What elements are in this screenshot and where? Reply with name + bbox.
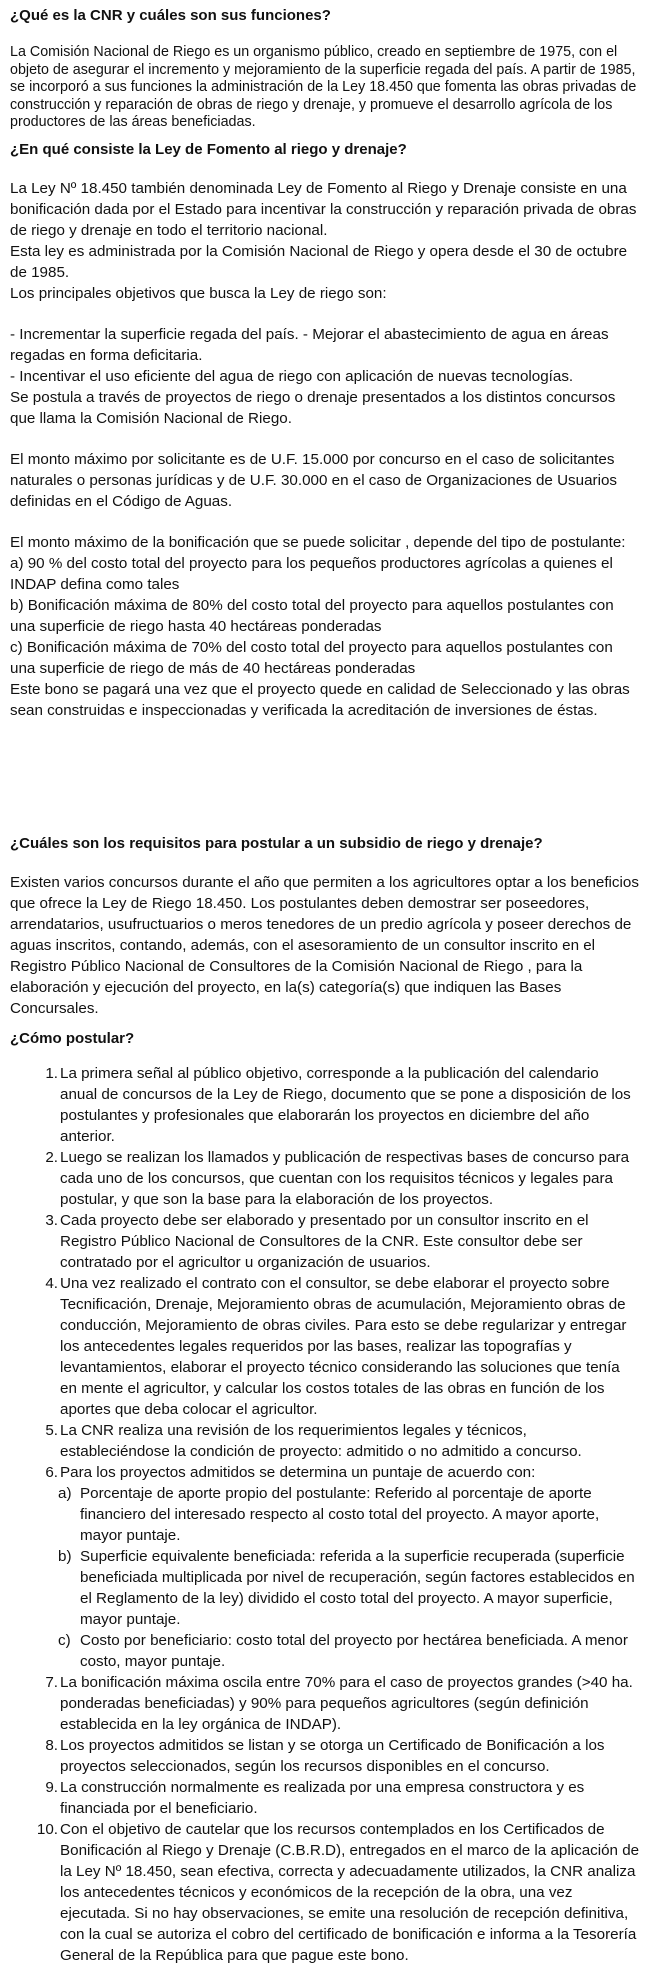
paragraph-ley-administration: Esta ley es administrada por la Comisión Nacional de Riego y opera desde el 30 de octubre de 1985. [10,242,628,281]
list-item [45,1420,640,1462]
list-number: 3. [45,1211,58,1229]
sub-list-text: Costo por beneficiario: costo total del proyecto por hectárea beneficiada. A menor costo, mayor puntaje. [80,1631,628,1670]
list-item-text: Cada proyecto debe ser elaborado y presentado por un consultor inscrito en el Registro Público Nacional de Consultores de la CNR. Este consultor debe ser contratado por el agricultor u organización de usuarios. [60,1211,589,1271]
list-item-text: La CNR realiza una revisión de los requerimientos legales y técnicos, estableciéndose la condición de proyecto: admitido o no admitido a concurso. [60,1421,582,1460]
paragraph-bonus-c: c) Bonificación máxima de 70% del costo total del proyecto para aquellos postulantes con una superficie de riego de más de 40 hectáreas ponderadas [10,638,613,677]
list-item-text: Una vez realizado el contrato con el consultor, se debe elaborar el proyecto sobre Tecnificación, Drenaje, Mejoramiento obras de acumulación, Mejoramiento obras de conducción, Mejoramiento de obras civiles. Para esto se debe regularizar y entregar los antecedentes legales requeridos por las bases, realizar las topografías y levantamientos, elaborar el proyecto técnico considerando las soluciones que tenía en mente el agricultor, y calcular los costos totales de las obras en función de los aportes que deba colocar el agricultor. [60,1274,627,1418]
list-item-text: Luego se realizan los llamados y publicación de respectivas bases de concurso para cada uno de los concursos, que cuentan con los requisitos técnicos y legales para postular, y que son la base para la elaboración de los proyectos. [60,1148,630,1208]
sub-list-text: Porcentaje de aporte propio del postulante: Referido al porcentaje de aporte financiero del interesado respecto al costo total del proyecto. A mayor aporte, mayor puntaje. [80,1484,600,1544]
list-number: 9. [45,1778,58,1796]
list-item-text: La primera señal al público objetivo, corresponde a la publicación del calendario anual de concursos de la Ley de Riego, documento que se pone a disposición de los postulantes y profesionales que elaborarán los proyectos en diciembre del año anterior. [60,1064,631,1145]
steps-list [10,1063,640,1966]
list-number: 5. [45,1421,58,1439]
sub-list-text: Superficie equivalente beneficiada: referida a la superficie recuperada (superficie beneficiada multiplicada por nivel de recuperación, según factores establecidos en el Reglamento de la ley) dividido el costo total del proyecto. A mayor superficie, mayor puntaje. [80,1547,635,1628]
paragraph-objectives-intro: Los principales objetivos que busca la Ley de riego son: [10,284,387,302]
sub-list-item [58,1483,640,1546]
list-item [45,1063,640,1147]
list-item [45,1147,640,1210]
list-number: 10. [36,1820,58,1838]
list-item [36,1819,640,1966]
paragraph-cnr-functions: La Comisión Nacional de Riego es un organismo público, creado en septiembre de 1975, con el objeto de asegurar el incremento y mejoramiento de la superficie regada del país. A partir de 1985, se incorporó a sus funciones la administración de la Ley 18.450 que fomenta las obras privadas de construcción y reparación de obras de riego y drenaje, y promueve el desarrollo agrícola de los productores de las áreas beneficiadas. [10,44,637,130]
heading-requirements: ¿Cuáles son los requisitos para postular a un subsidio de riego y drenaje? [10,834,543,852]
heading-how-to-apply: ¿Cómo postular? [10,1029,135,1047]
list-item [45,1462,640,1672]
list-number: 8. [45,1736,58,1754]
paragraph-objective-2: - Incentivar el uso eficiente del agua de riego con aplicación de nuevas tecnologías. [10,367,574,385]
paragraph-objective-1: - Incrementar la superficie regada del país. - Mejorar el abastecimiento de agua en áreas regadas en forma deficitaria. [10,325,609,364]
section-requirements [10,834,640,1019]
list-number: 1. [45,1064,58,1082]
list-item [45,1273,640,1420]
scoring-criteria-list [60,1483,640,1672]
list-item [45,1210,640,1273]
heading-cnr-functions: ¿Qué es la CNR y cuáles son sus funciones? [10,7,331,24]
list-item-text: La bonificación máxima oscila entre 70% para el caso de proyectos grandes (>40 ha. ponderadas beneficiadas) y 90% para pequeños agricultores (según definición establecida en la ley orgánica de INDAP). [60,1673,633,1733]
list-item-text: La construcción normalmente es realizada por una empresa constructora y es financiada por el beneficiario. [60,1778,585,1817]
heading-ley-fomento: ¿En qué consiste la Ley de Fomento al riego y drenaje? [10,140,407,158]
section-cnr-functions [10,0,640,132]
list-number: 4. [45,1274,58,1292]
paragraph-bonus-intro: El monto máximo de la bonificación que se puede solicitar , depende del tipo de postulante: [10,533,626,551]
sub-list-label: b) [58,1547,72,1565]
paragraph-ley-definition: La Ley Nº 18.450 también denominada Ley de Fomento al Riego y Drenaje consiste en una bonificación dada por el Estado para incentivar la construcción y reparación privada de obras de riego y drenaje en todo el territorio nacional. [10,179,637,239]
paragraph-bonus-a: a) 90 % del costo total del proyecto para los pequeños productores agrícolas a quienes el INDAP defina como tales [10,554,613,593]
paragraph-max-amount: El monto máximo por solicitante es de U.F. 15.000 por concurso en el caso de solicitantes naturales o personas jurídicas y de U.F. 30.000 en el caso de Organizaciones de Usuarios definidas en el Código de Aguas. [10,450,618,510]
list-number: 6. [45,1463,58,1481]
list-number: 7. [45,1673,58,1691]
list-item-text: Para los proyectos admitidos se determina un puntaje de acuerdo con: [60,1463,536,1481]
sub-list-label: c) [58,1631,71,1649]
sub-list-label: a) [58,1484,72,1502]
sub-list-item [58,1630,640,1672]
list-item [45,1777,640,1819]
blank-space [10,721,640,834]
section-how-to-apply [10,1029,640,1966]
list-number: 2. [45,1148,58,1166]
list-item [45,1735,640,1777]
list-item-text: Con el objetivo de cautelar que los recursos contemplados en los Certificados de Bonificación al Riego y Drenaje (C.B.R.D), entregados en el marco de la aplicación de la Ley Nº 18.450, sean efectiva, correcta y adecuadamente utilizados, la CNR analiza los antecedentes técnicos y económicos de la recepción de la obra, una vez ejecutada. Si no hay observaciones, se emite una resolución de recepción definitiva, con la cual se autoriza el cobro del certificado de bonificación e informa a la Tesorería General de la República para que pague este bono. [60,1820,640,1964]
paragraph-bonus-b: b) Bonificación máxima de 80% del costo total del proyecto para aquellos postulantes con una superficie de riego hasta 40 hectáreas ponderadas [10,596,614,635]
paragraph-postulation: Se postula a través de proyectos de riego o drenaje presentados a los distintos concursos que llama la Comisión Nacional de Riego. [10,388,616,427]
list-item-text: Los proyectos admitidos se listan y se otorga un Certificado de Bonificación a los proyectos seleccionados, según los recursos disponibles en el concurso. [60,1736,605,1775]
paragraph-requirements: Existen varios concursos durante el año que permiten a los agricultores optar a los beneficios que ofrece la Ley de Riego 18.450. Los postulantes deben demostrar ser poseedores, arrendatarios, usufructuarios o meros tenedores de un predio agrícola y poseer derechos de aguas inscritos, contando, además, con el asesoramiento de un consultor inscrito en el Registro Público Nacional de Consultores de la Comisión Nacional de Riego , para la elaboración y ejecución del proyecto, en la(s) categoría(s) que indiquen las Bases Concursales. [10,873,639,1017]
list-item [45,1672,640,1735]
section-ley-fomento [10,140,640,721]
paragraph-bonus-payment: Este bono se pagará una vez que el proyecto quede en calidad de Seleccionado y las obras sean construidas e inspeccionadas y verificada la acreditación de inversiones de éstas. [10,680,630,719]
sub-list-item [58,1546,640,1630]
